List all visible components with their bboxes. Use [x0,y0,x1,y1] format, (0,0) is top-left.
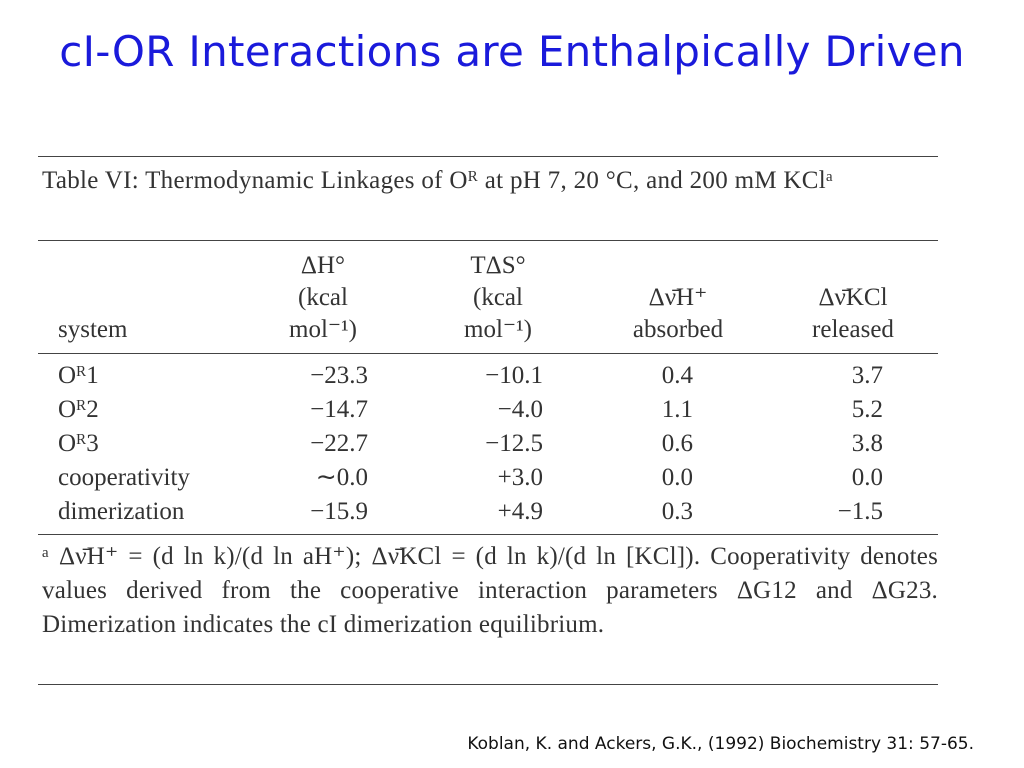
cell-delta-h: −22.7 [310,430,368,457]
header-h-absorbed: Δν̄H⁺ absorbed [632,284,724,343]
slide-title: cI-OR Interactions are Enthalpically Driven [59,27,965,76]
cell-delta-h: ∼0.0 [315,464,368,491]
header-t-delta-s: TΔS° (kcal mol⁻¹) [464,252,532,343]
header-rule [38,353,938,354]
cell-delta-h: −14.7 [310,396,368,423]
cell-system: cooperativity [58,464,190,491]
table-row [38,427,938,461]
cell-kcl-released: 3.8 [851,430,883,457]
cell-system: Oᴿ1 [58,362,99,389]
table-row [38,495,938,529]
table-row [38,359,938,393]
cell-t-delta-s: −10.1 [485,362,543,389]
table-caption: Table VI: Thermodynamic Linkages of Oᴿ at pH 7, 20 °C, and 200 mM KClᵃ [42,167,834,194]
cell-system: Oᴿ2 [58,396,99,423]
cell-kcl-released: 0.0 [851,464,883,491]
table-bottom-rule [38,684,938,685]
cell-kcl-released: 5.2 [851,396,883,423]
cell-h-absorbed: 0.4 [661,362,693,389]
caption-rule [38,240,938,241]
cell-h-absorbed: 0.3 [661,498,693,525]
cell-kcl-released: 3.7 [851,362,883,389]
table-footnote [42,540,938,642]
table-row [38,393,938,427]
header-kcl-released: Δν̄KCl released [812,284,894,343]
cell-t-delta-s: −4.0 [497,396,543,423]
table-top-rule [38,156,938,157]
cell-h-absorbed: 0.0 [661,464,693,491]
cell-kcl-released: −1.5 [837,498,883,525]
header-delta-h: ΔH° (kcal mol⁻¹) [289,252,357,343]
cell-h-absorbed: 0.6 [661,430,693,457]
cell-t-delta-s: +3.0 [497,464,543,491]
citation: Koblan, K. and Ackers, G.K., (1992) Biochemistry 31: 57-65. [467,734,974,754]
header-system: system [58,316,128,343]
cell-h-absorbed: 1.1 [661,396,693,423]
cell-t-delta-s: +4.9 [497,498,543,525]
cell-delta-h: −15.9 [310,498,368,525]
body-rule [38,534,938,535]
cell-system: Oᴿ3 [58,430,99,457]
cell-delta-h: −23.3 [310,362,368,389]
cell-system: dimerization [58,498,185,525]
footnote-text: ᵃ Δν̄H⁺ = (d ln k)/(d ln aH⁺); Δν̄KCl = (d ln k)/(d ln [KCl]). Cooperativity denotes values derived from the cooperative interaction parameters ΔG12 and ΔG23. Dimerization indicates the cI dimerization equilibrium. [42,543,938,638]
table-row [38,461,938,495]
cell-t-delta-s: −12.5 [485,430,543,457]
